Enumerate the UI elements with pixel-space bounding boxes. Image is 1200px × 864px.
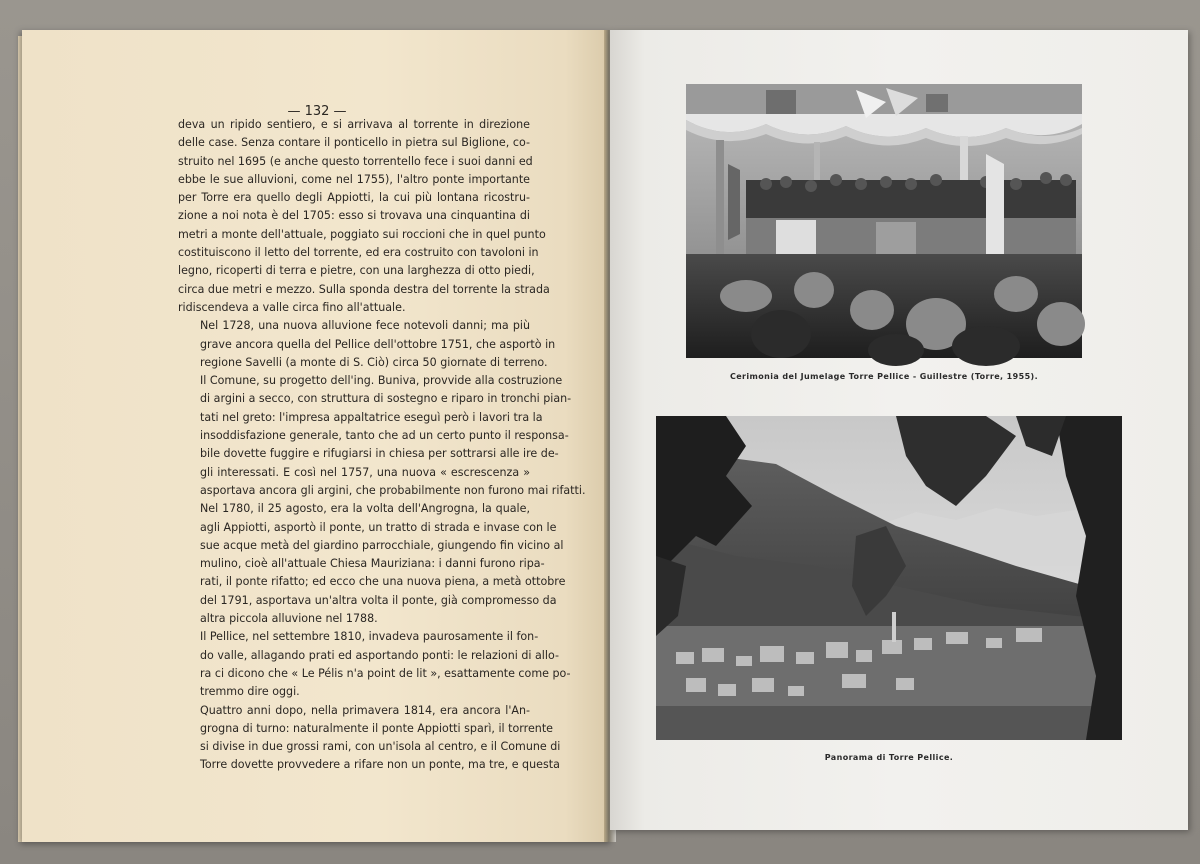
text-line: del 1791, asportava un'altra volta il ponte, già compromesso da [200,593,557,607]
text-line: legno, ricoperti di terra e pietre, con una larghezza di otto piedi, [178,264,535,278]
text-line: circa due metri e mezzo. Sulla sponda destra del torrente la strada [178,282,550,296]
page-number: — 132 — [287,104,347,119]
panorama-photo-caption: Panorama di Torre Pellice. [824,753,954,762]
text-line: zione a noi nota è del 1705: esso si trovava una cinquantina di [178,209,530,223]
text-line: altra piccola alluvione nel 1788. [200,612,378,626]
text-paragraph [178,628,571,701]
text-line: metri a monte dell'attuale, poggiato sui roccioni che in quel punto [178,227,546,241]
text-line: Torre dovette provvedere a rifare non un ponte, ma tre, e questa [200,758,560,772]
text-line: deva un ripido sentiero, e si arrivava al torrente in direzione [178,118,530,131]
text-line: di argini a secco, con struttura di sostegno e riparo in tronchi pian- [200,392,572,406]
text-line: gli interessati. E così nel 1757, una nuova « escrescenza » [200,465,530,479]
ceremony-photo [686,84,1082,358]
text-line: si divise in due grossi rami, con un'isola al centro, e il Comune di [200,740,561,754]
text-paragraph [178,500,566,628]
ceremony-photo-caption: Cerimonia del Jumelage Torre Pellice - Guillestre (Torre, 1955). [729,372,1039,381]
text-line: do valle, allagando prati ed asportando ponti: le relazioni di allo- [200,648,559,662]
text-paragraph [178,317,586,500]
text-paragraph [178,702,561,775]
text-line: agli Appiotti, asportò il ponte, un tratto di strada e invase con le [200,520,557,534]
text-line: ebbe le sue alluvioni, come nel 1755), l'altro ponte importante [178,172,530,186]
body-text [178,116,586,775]
text-line: Il Comune, su progetto dell'ing. Buniva, provvide alla costruzione [200,374,563,388]
text-line: mulino, cioè all'attuale Chiesa Mauriziana: i danni furono ripa- [200,557,545,571]
text-line: sue acque metà del giardino parrocchiale, giungendo fin vicino al [200,538,564,552]
text-line: ra ci dicono che « Le Pélis n'a point de lit », esattamente come po- [200,666,571,680]
text-line: grave ancora quella del Pellice dell'ottobre 1751, che asportò in [200,337,556,351]
text-line: tati nel greto: l'impresa appaltatrice eseguì però i lavori tra la [200,410,543,424]
text-line: per Torre era quello degli Appiotti, la cui più lontana ricostru- [178,191,530,205]
panorama-photo [656,416,1122,740]
text-line: asportava ancora gli argini, che probabilmente non furono mai rifatti. [200,483,586,497]
text-line: delle case. Senza contare il ponticello in pietra sul Biglione, co- [178,136,530,150]
text-line: Quattro anni dopo, nella primavera 1814, era ancora l'An- [200,703,530,717]
text-line: grogna di turno: naturalmente il ponte Appiotti sparì, il torrente [200,721,554,735]
text-line: Nel 1780, il 25 agosto, era la volta dell'Angrogna, la quale, [200,502,530,516]
text-line: costituiscono il letto del torrente, ed era costruito con tavoloni in [178,246,539,260]
text-line: struito nel 1695 (e anche questo torrentello fece i suoi danni ed [178,154,533,168]
text-line: bile dovette fuggire e rifugiarsi in chiesa per sottrarsi alle ire de- [200,447,559,461]
text-line: tremmo dire oggi. [200,685,300,699]
text-paragraph [178,116,550,317]
text-line: regione Savelli (a monte di S. Ciò) circa 50 giornate di terreno. [200,355,548,369]
text-line: rati, il ponte rifatto; ed ecco che una nuova piena, a metà ottobre [200,575,566,589]
text-line: Nel 1728, una nuova alluvione fece notevoli danni; ma più [200,319,530,333]
text-line: insoddisfazione generale, tanto che ad un certo punto il responsa- [200,429,569,443]
text-line: ridiscendeva a valle circa fino all'attuale. [178,300,406,314]
text-line: Il Pellice, nel settembre 1810, invadeva paurosamente il fon- [200,630,539,644]
